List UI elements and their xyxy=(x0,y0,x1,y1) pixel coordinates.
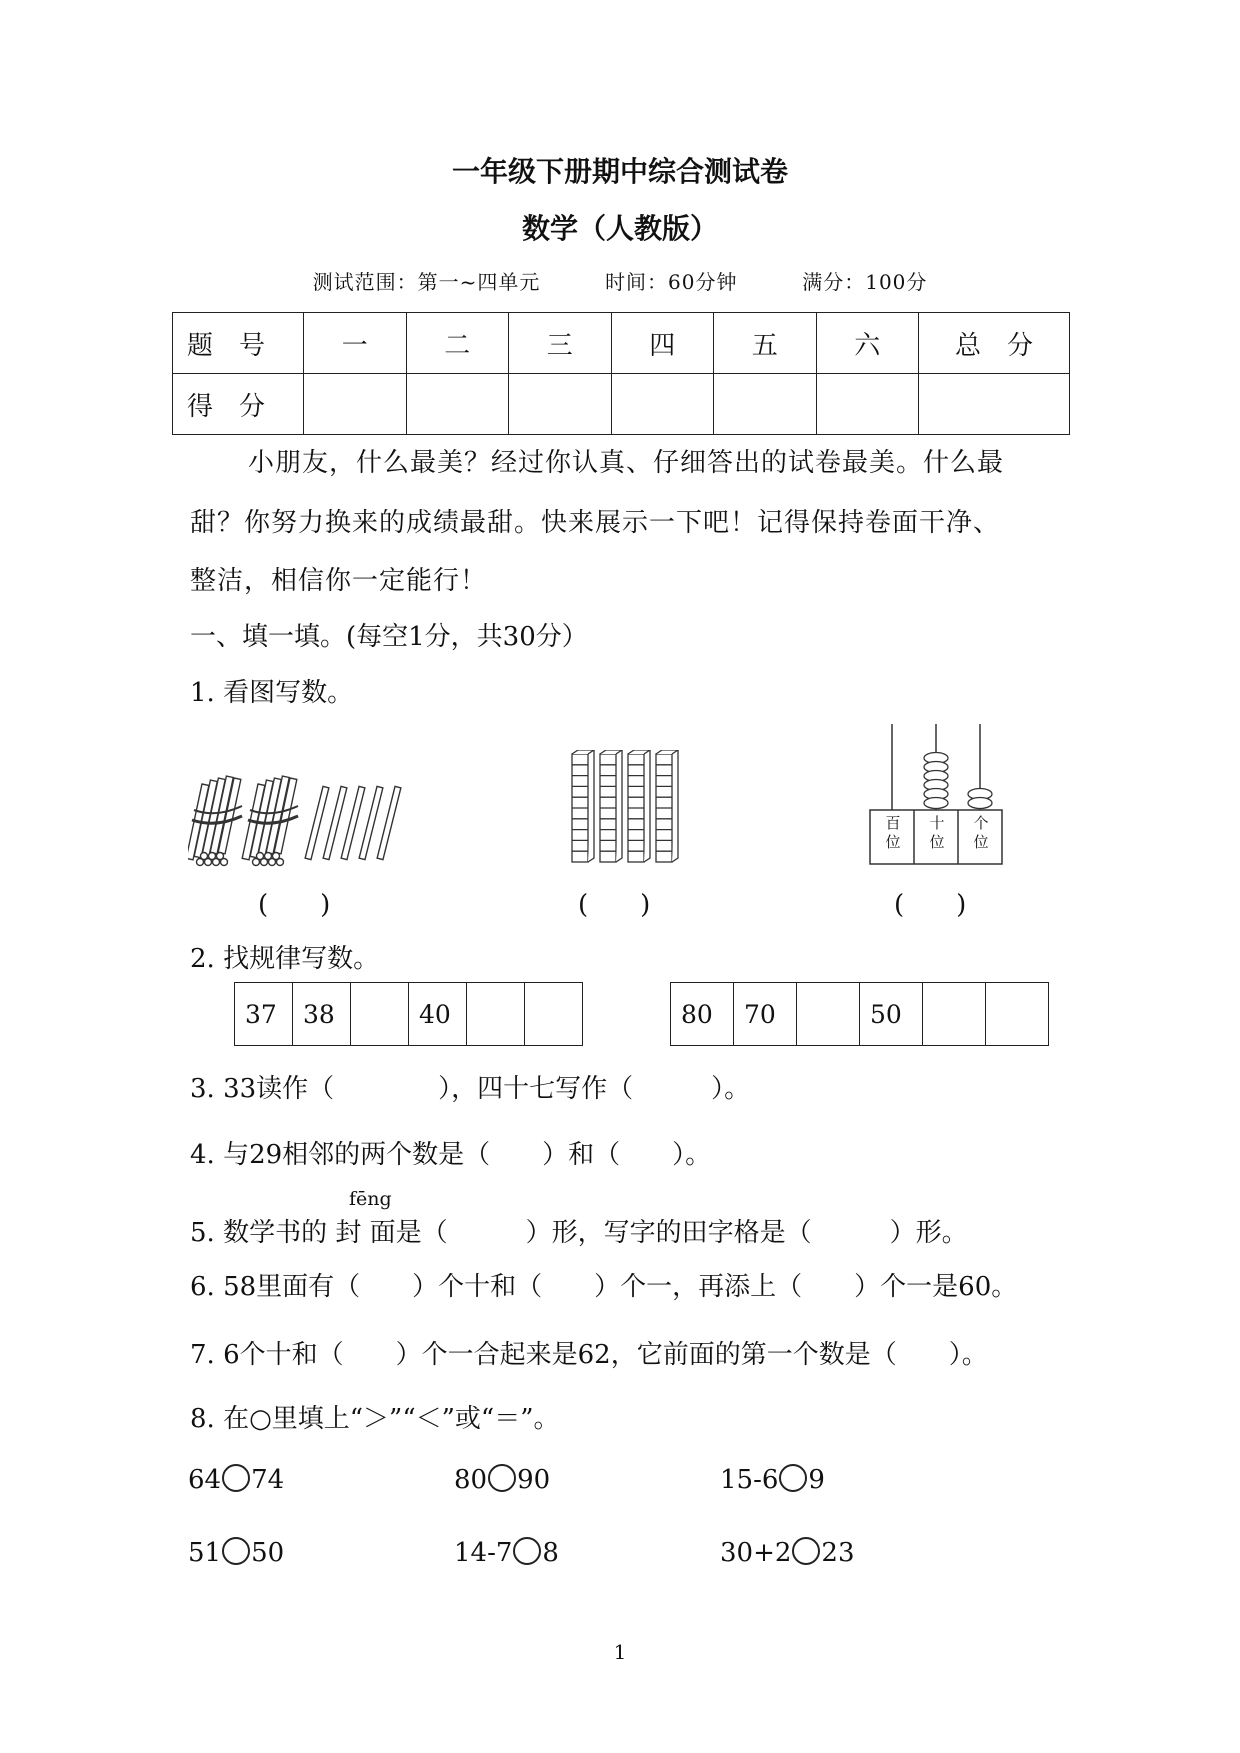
q5-pinyin: fēng xyxy=(349,1188,392,1210)
intro-line-2: 甜？你努力换来的成绩最甜。快来展示一下吧！记得保持卷面干净、 xyxy=(190,508,1001,538)
compare-right: 8 xyxy=(542,1538,559,1568)
score-header-6: 六 xyxy=(816,313,919,374)
compare-circle[interactable] xyxy=(222,1464,250,1492)
score-header-5: 五 xyxy=(714,313,817,374)
score-cell-total[interactable] xyxy=(919,374,1070,435)
compare-left: 64 xyxy=(188,1465,222,1495)
test-time: 时间：60分钟 xyxy=(605,270,738,294)
score-cell-5[interactable] xyxy=(714,374,817,435)
seq1-blank[interactable] xyxy=(351,983,409,1046)
compare-circle[interactable] xyxy=(792,1537,820,1565)
question-5: 5. 数学书的 封 面是（ ）形，写字的田字格是（ ）形。 xyxy=(190,1218,968,1248)
q1-answer-3[interactable]: ( ) xyxy=(894,890,967,920)
score-table-score-row xyxy=(173,374,1070,435)
question-6: 6. 58里面有（ ）个十和（ ）个一，再添上（ ）个一是60。 xyxy=(190,1272,1018,1302)
compare-right: 50 xyxy=(251,1538,285,1568)
sequence-table-2 xyxy=(670,982,1049,1046)
compare-right: 9 xyxy=(808,1465,825,1495)
seq2-blank[interactable] xyxy=(986,983,1049,1046)
page-number: 1 xyxy=(613,1640,627,1664)
question-3: 3. 33读作（ ），四十七写作（ ）。 xyxy=(190,1074,751,1104)
compare-left: 14-7 xyxy=(454,1538,513,1568)
exam-subtitle: 数学（人教版） xyxy=(521,212,718,245)
compare-circle[interactable] xyxy=(222,1537,250,1565)
compare-left: 80 xyxy=(454,1465,488,1495)
stick-bundles-figure xyxy=(188,770,418,870)
compare-item xyxy=(720,1464,825,1495)
seq1-blank[interactable] xyxy=(525,983,583,1046)
abacus-label-hundreds: 百位 xyxy=(885,814,901,851)
single-sticks xyxy=(305,786,401,859)
seq1-blank[interactable] xyxy=(467,983,525,1046)
test-scope: 测试范围：第一~四单元 xyxy=(312,270,541,294)
score-header-4: 四 xyxy=(611,313,714,374)
score-header-1: 一 xyxy=(304,313,407,374)
score-cell-3[interactable] xyxy=(509,374,612,435)
score-cell-2[interactable] xyxy=(406,374,509,435)
test-full-score: 满分：100分 xyxy=(802,270,928,294)
ten-rods xyxy=(572,750,678,862)
score-header-2: 二 xyxy=(406,313,509,374)
score-cell-1[interactable] xyxy=(304,374,407,435)
q1-answer-1[interactable]: ( ) xyxy=(258,890,331,920)
question-4: 4. 与29相邻的两个数是（ ）和（ ）。 xyxy=(190,1140,712,1170)
compare-circle[interactable] xyxy=(488,1464,516,1492)
score-row-label: 得 分 xyxy=(173,374,304,435)
score-table-header-row xyxy=(173,313,1070,374)
exam-title: 一年级下册期中综合测试卷 xyxy=(451,155,788,188)
seq2-cell: 70 xyxy=(734,983,797,1046)
compare-left: 15-6 xyxy=(720,1465,779,1495)
exam-meta xyxy=(0,266,1240,295)
question-7: 7. 6个十和（ ）个一合起来是62，它前面的第一个数是（ ）。 xyxy=(190,1340,988,1370)
compare-left: 51 xyxy=(188,1538,222,1568)
compare-right: 90 xyxy=(517,1465,551,1495)
seq2-blank[interactable] xyxy=(797,983,860,1046)
question-8: 8. 在○里填上“＞”“＜”或“＝”。 xyxy=(190,1404,560,1434)
seq1-cell: 40 xyxy=(409,983,467,1046)
compare-left: 30+2 xyxy=(720,1538,792,1568)
abacus-label-tens: 十位 xyxy=(929,814,945,851)
sequence-table-1 xyxy=(234,982,583,1046)
intro-line-3: 整洁，相信你一定能行！ xyxy=(190,566,488,596)
seq2-blank[interactable] xyxy=(923,983,986,1046)
score-header-total: 总 分 xyxy=(919,313,1070,374)
seq2-cell: 80 xyxy=(671,983,734,1046)
compare-item xyxy=(454,1537,559,1568)
intro-line-1: 小朋友，什么最美？经过你认真、仔细答出的试卷最美。什么最 xyxy=(248,448,1005,478)
score-table xyxy=(172,312,1070,435)
ten-rods-figure xyxy=(568,750,688,870)
abacus-label-ones: 个位 xyxy=(973,814,989,851)
compare-item xyxy=(454,1464,550,1495)
compare-circle[interactable] xyxy=(513,1537,541,1565)
compare-circle[interactable] xyxy=(779,1464,807,1492)
score-cell-4[interactable] xyxy=(611,374,714,435)
section-1-heading: 一、填一填。(每空1分，共30分） xyxy=(190,622,588,652)
abacus-beads xyxy=(924,753,992,809)
q1-answer-2[interactable]: ( ) xyxy=(578,890,651,920)
seq1-cell: 38 xyxy=(293,983,351,1046)
compare-right: 74 xyxy=(251,1465,285,1495)
score-header-label: 题 号 xyxy=(173,313,304,374)
seq2-cell: 50 xyxy=(860,983,923,1046)
score-cell-6[interactable] xyxy=(816,374,919,435)
stick-bundle-1 xyxy=(188,776,242,865)
compare-item xyxy=(720,1537,855,1568)
compare-right: 23 xyxy=(821,1538,855,1568)
compare-item xyxy=(188,1464,284,1495)
score-header-3: 三 xyxy=(509,313,612,374)
question-1: 1. 看图写数。 xyxy=(190,678,354,708)
compare-item xyxy=(188,1537,284,1568)
seq1-cell: 37 xyxy=(235,983,293,1046)
question-2: 2. 找规律写数。 xyxy=(190,944,380,974)
stick-bundle-2 xyxy=(242,776,298,865)
